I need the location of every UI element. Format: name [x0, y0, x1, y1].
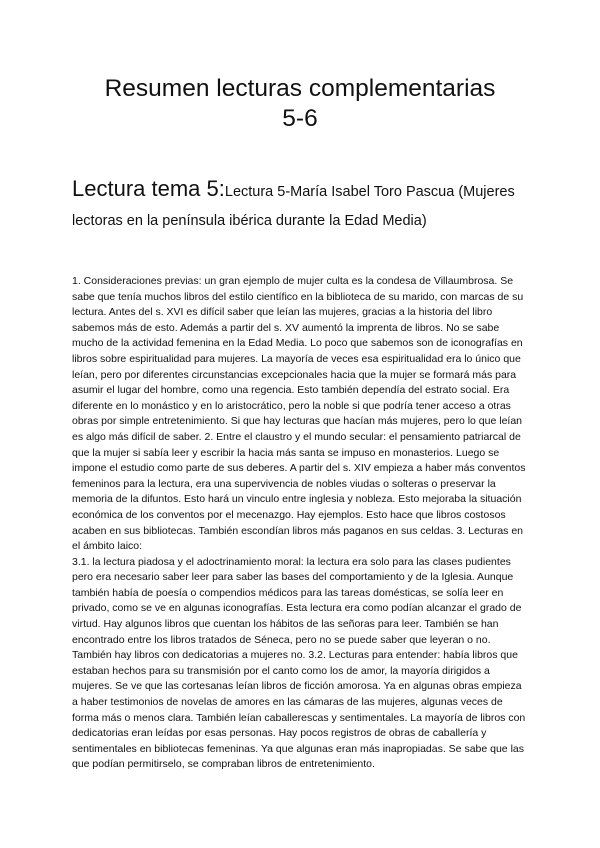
summary-body: [72, 274, 530, 773]
paragraph: 1. Consideraciones previas: un gran ejemplo de mujer culta es la condesa de Villaumbrosa. Se sabe que tenía muchos libros del estilo científico en la biblioteca de su marido, con marcas de su lectura. Antes del s. XVI es difícil saber que leían las mujeres, gracias a la historia del libro sabemos más de esto. Además a partir del s. XV aumentó la imprenta de libros. No se sabe mucho de la actividad femenina en la Edad Media. Lo poco que sabemos son de iconografías en libros sobre espiritualidad para mujeres. La mayoría de veces esa espiritualidad era lo único que leían, pero por diferentes circunstancias excepcionales hacia que la mujer se formará más para asumir el lugar del hombre, como una regencia. Esto también dependía del estrato social. Era diferente en lo monástico y en lo aristocrático, pero la noble si que podría tener acceso a otras obras por simple entretenimiento. Si que hay lecturas que hacían más mujeres, pero lo que leían es algo más difícil de saber. 2. Entre el claustro y el mundo secular: el pensamiento patriarcal de que la mujer si sabía leer y escribir la hacia más santa se impuso en monasterios. Luego se impone el estudio como parte de sus deberes. A partir del s. XIV empieza a haber más conventos femeninos para la lectura, era una supervivencia de nobles viudas o solteras o preservar la memoria de la difuntos. Esto hará un vinculo entre inglesia y nobleza. Esto mejoraba la situación económica de los conventos por el mecenazgo. Hay ejemplos. Esto hace que libros costosos acaben en sus bibliotecas. También escondían libros más paganos en sus celdas. 3. Lecturas en el ámbito laico:: [72, 275, 526, 553]
reading-heading: [72, 176, 542, 234]
title-line-1: Resumen lecturas complementarias: [104, 75, 496, 102]
document-title: [60, 74, 540, 134]
reading-heading-detail: Lectura 5-María Isabel Toro Pascua (Mujeres lectoras en la península ibérica durante la Edad Media): [72, 184, 515, 229]
paragraph: 3.1. la lectura piadosa y el adoctrinamiento moral: la lectura era solo para las clases pudientes pero era necesario saber leer para saber las bases del comportamiento y de la Iglesia. Aunque también había de poesía o compendios médicos para las tareas domésticas, se solía leer en privado, como se ve en algunas iconografías. Esta lectura era como podían alcanzar el grado de virtud. Hay algunos libros que cuentan los hábitos de las señoras para leer. También se han encontrado entre los libros tratados de Séneca, pero no se puede saber que leyeran o no. También hay libros con dedicatorias a mujeres no. 3.2. Lecturas para entender: había libros que estaban hechos para su transmisión por el canto como los de amor, la mayoría dirigidos a mujeres. Se ve que las cortesanas leían libros de ficción amorosa. Ya en algunas obras empieza a haber testimonios de novelas de amores en las cámaras de las mujeres, algunas veces de forma más o menos clara. También leían caballerescas y sentimentales. La mayoría de libros con dedicatorias eran leídas por esas personas. Hay pocos registros de obras de caballería y sentimentales en bibliotecas femeninas. Ya que algunas eran más inapropiadas. Se sabe que las que podían permitirselo, se compraban libros de entretenimiento.: [72, 555, 526, 771]
reading-heading-label: Lectura tema 5:: [72, 176, 225, 201]
title-line-2: 5-6: [282, 105, 318, 132]
